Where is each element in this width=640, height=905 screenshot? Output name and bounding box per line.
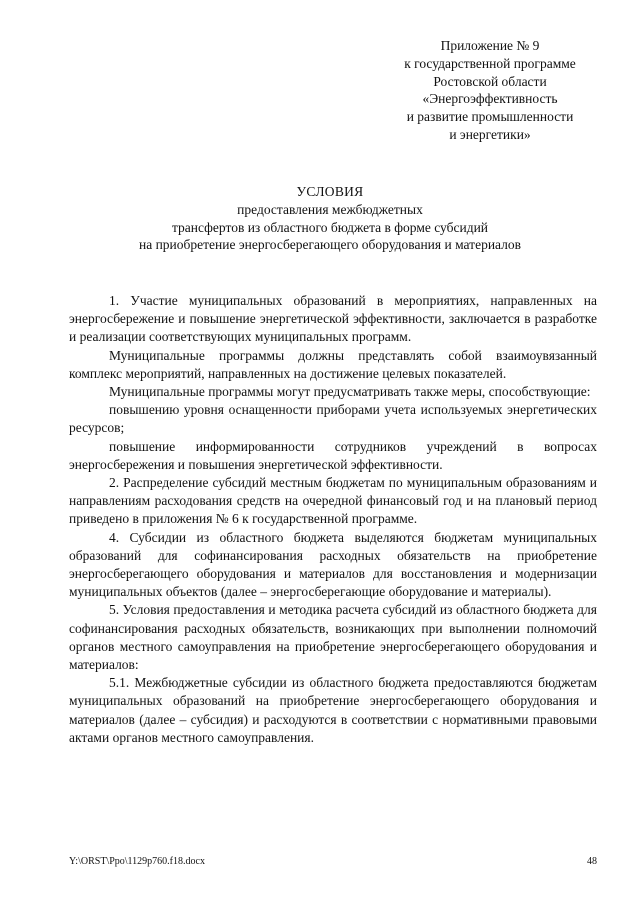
document-subtitle-line: трансфертов из областного бюджета в форме субсидий: [171, 219, 489, 235]
appendix-block: [360, 37, 620, 144]
document-title: УСЛОВИЯ: [296, 184, 364, 199]
paragraph: 4. Субсидии из областного бюджета выделяются бюджетам муниципальных образований для софинансирования расходных обязательств на приобретение энергосберегающего оборудования и материалов для восстановления и модернизации муниципальных объектов (далее – энергосберегающие оборудование и материалы).: [69, 529, 597, 600]
paragraph: повышение информированности сотрудников учреждений в вопросах энергосбережения и повышения энергетической эффективности.: [69, 438, 597, 472]
document-subtitle-line: предоставления межбюджетных: [237, 201, 423, 217]
paragraph: 2. Распределение субсидий местным бюджетам по муниципальным образованиям и направлениям расходования средств на очередной финансовый год и на плановый период приведено в приложения № 6 к государственной программе.: [69, 475, 597, 527]
paragraph: 5.1. Межбюджетные субсидии из областного бюджета предоставляются бюджетам муниципальных образований на приобретение энергосберегающего оборудования и материалов (далее – субсидия) и расходуются в соответствии с нормативными правовыми актами органов местного самоуправления.: [69, 675, 597, 745]
footer-file-path: Y:\ORST\Ppo\1129p760.f18.docx: [69, 856, 205, 867]
document-title-block: [90, 183, 570, 254]
document-body: [69, 292, 597, 747]
appendix-line: Ростовской области: [433, 73, 547, 89]
appendix-line: и энергетики»: [449, 126, 531, 142]
document-subtitle-line: на приобретение энергосберегающего оборудования и материалов: [138, 237, 522, 253]
paragraph: 1. Участие муниципальных образований в мероприятиях, направленных на энергосбережение и повышение энергетической эффективности, заключается в разработке и реализации соответствующих муниципальных программ.: [69, 293, 597, 345]
appendix-line: «Энергоэффективность: [422, 91, 558, 107]
appendix-line: к государственной программе: [404, 55, 576, 71]
paragraph: Муниципальные программы могут предусматривать также меры, способствующие:: [109, 384, 591, 400]
paragraph: повышению уровня оснащенности приборами учета используемых энергетических ресурсов;: [69, 402, 597, 436]
page-number: 48: [587, 856, 597, 867]
paragraph: Муниципальные программы должны представлять собой взаимоувязанный комплекс мероприятий, направленных на достижение целевых показателей.: [69, 347, 597, 381]
paragraph: 5. Условия предоставления и методика расчета субсидий из областного бюджета для софинансирования расходных обязательств, возникающих при выполнении полномочий органов местного самоуправления на приобретение энергосберегающего оборудования и материалов:: [69, 602, 597, 673]
appendix-line: Приложение № 9: [440, 38, 540, 53]
appendix-line: и развитие промышленности: [406, 109, 574, 125]
